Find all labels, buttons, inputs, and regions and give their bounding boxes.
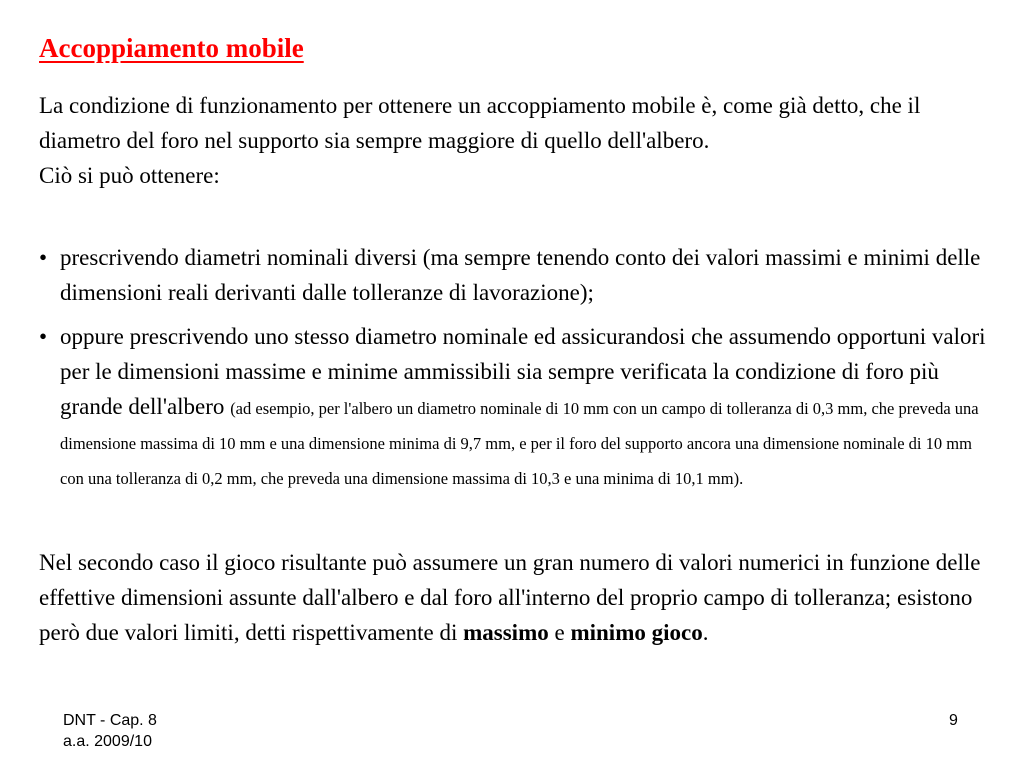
footer-course: DNT - Cap. 8 (63, 712, 157, 729)
bullet-icon: • (39, 245, 48, 270)
term-minimo-gioco: minimo gioco (570, 620, 703, 645)
conclusion-paragraph (39, 545, 999, 650)
bullet-text: prescrivendo diametri nominali diversi (ma sempre tenendo conto dei valori massimi e minimi delle dimensioni reali derivanti dalle tolleranze di lavorazione); (60, 245, 981, 305)
page-number: 9 (949, 712, 958, 729)
slide-title: Accoppiamento mobile (39, 33, 304, 63)
bullet-example-note: (ad esempio, per l'albero un diametro nominale di 10 mm con un campo di tolleranza di 0,3 mm, che preveda una dimensione massima di 10 mm e una dimensione minima di 9,7 mm, e per il foro del supporto ancora una dimensione nominale di 10 mm con una tolleranza di 0,2 mm, che preveda una dimensione massima di 10,3 e una minima di 10,1 mm). (60, 399, 979, 488)
conclusion-end: . (702, 620, 709, 645)
footer-course-info (63, 710, 157, 752)
conclusion-section (39, 545, 999, 650)
intro-paragraph: La condizione di funzionamento per ottenere un accoppiamento mobile è, come già detto, che il diametro del foro nel supporto sia sempre maggiore di quello dell'albero. (39, 93, 921, 153)
bullet-item-same-diameter (39, 319, 999, 494)
conclusion-connector: e (554, 620, 565, 645)
footer-academic-year: a.a. 2009/10 (63, 733, 152, 750)
bullet-item-different-diameters (39, 240, 999, 310)
conclusion-text: Nel secondo caso il gioco risultante può assumere un gran numero di valori numerici in funzione delle effettive dimensioni assunte dall'albero e dal foro all'interno del proprio campo di tolleranza; esistono però due valori limiti, detti rispettivamente di (39, 550, 981, 645)
intro-section (39, 88, 999, 193)
bullet-list (39, 240, 999, 494)
term-massimo: massimo (463, 620, 549, 645)
bullet-icon: • (39, 324, 48, 349)
intro-lead-in: Ciò si può ottenere: (39, 163, 220, 188)
bullet-text: oppure prescrivendo uno stesso diametro nominale ed assicurandosi che assumendo opportuni valori per le dimensioni massime e minime ammissibili sia sempre verificata la condizione di foro più grande dell'albero (60, 324, 986, 419)
